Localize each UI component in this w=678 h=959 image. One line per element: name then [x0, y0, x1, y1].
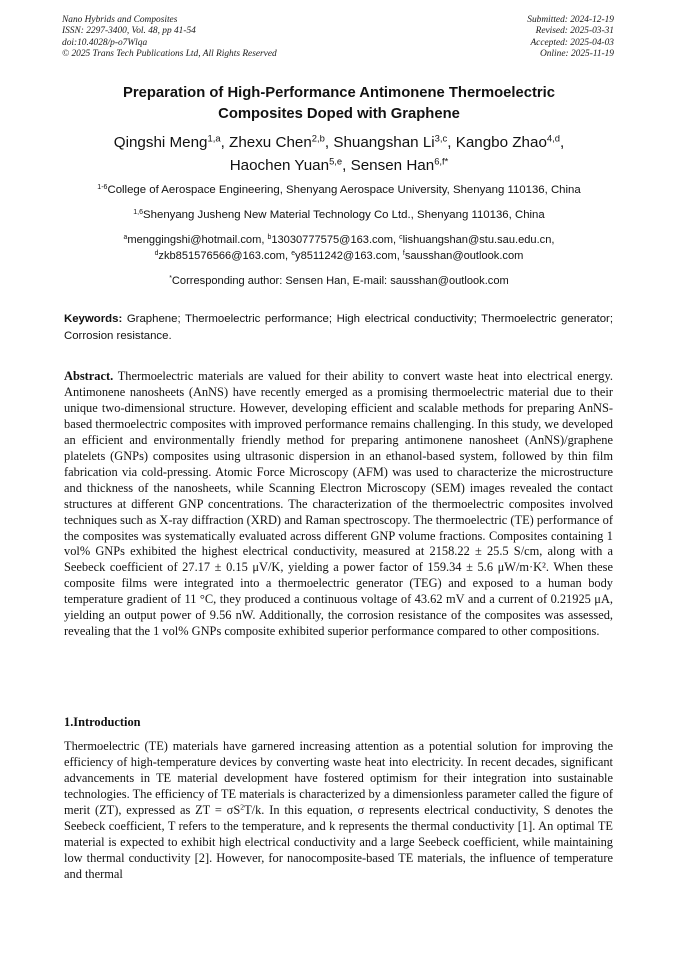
corresponding-text: Corresponding author: Sensen Han, E-mail: sausshan@outlook.com	[171, 275, 509, 287]
corresponding-author	[62, 274, 616, 289]
date-revised: Revised: 2025-03-31	[535, 26, 614, 37]
affiliation-sup: 1-6	[97, 183, 108, 191]
journal-header	[62, 15, 277, 61]
author-sup: 3,c	[434, 132, 448, 144]
author-name: Shuangshan Li	[333, 134, 435, 151]
author-sup: 2,b	[311, 132, 325, 144]
corresponding-sup: *	[169, 275, 172, 283]
journal-doi[interactable]: doi:10.4028/p-o7Wlqa	[62, 37, 148, 48]
affiliation-sup: 1,6	[133, 208, 144, 216]
email-address[interactable]: lishuangshan@stu.sau.edu.cn,	[402, 234, 555, 246]
title-line-1: Preparation of High-Performance Antimonene Thermoelectric	[123, 85, 555, 101]
affiliation-text: Shenyang Jusheng New Material Technology Co Ltd., Shenyang 110136, China	[143, 209, 545, 221]
affiliation-1	[62, 183, 616, 198]
author-name: Kangbo Zhao	[455, 134, 547, 151]
author-emails	[62, 232, 616, 264]
email-sup: b	[267, 234, 272, 242]
intro-text-after: T/k. In this equation, σ represents electrical conductivity, S denotes the Seebeck coefficient, T refers to the temperature, and k represents the thermal conductivity [1]. An optimal TE material is expected to exhibit high electrical conductivity and a large Seebeck coefficient, while maintaining low thermal conductivity [2]. However, for nanocomposite-based TE materials, the influence of temperature and thermal	[64, 803, 613, 882]
author-separator: ,	[342, 157, 351, 174]
affiliation-text: College of Aerospace Engineering, Shenyang Aerospace University, Shenyang 110136, China	[107, 184, 581, 196]
keywords-text: Graphene; Thermoelectric performance; High electrical conductivity; Thermoelectric generator; Corrosion resistance.	[64, 313, 613, 342]
section-heading-introduction: 1.Introduction	[64, 715, 141, 729]
email-sup: e	[291, 250, 296, 258]
keywords-label: Keywords:	[64, 313, 123, 325]
author-separator: ,	[324, 134, 334, 151]
introduction-paragraph	[64, 738, 613, 882]
author-sup: 1,a	[207, 132, 221, 144]
author-name: Zhexu Chen	[229, 134, 312, 151]
abstract-block	[64, 369, 613, 640]
author-name: Qingshi Meng	[113, 134, 208, 151]
dates-header	[527, 15, 614, 61]
email-sup: d	[154, 250, 159, 258]
abstract-text: Thermoelectric materials are valued for their ability to convert waste heat into electrical energy. Antimonene nanosheets (AnNS) have recently emerged as a promising thermoelectric material due to their unique two-dimensional structure. However, developing efficient and scalable methods for preparing AnNS-based thermoelectric composites with improved performance remains challenging. In this study, we developed an efficient and environmentally friendly method for preparing antimonene nanosheet (AnNS)/graphene platelets (GNPs) composites using ultrasonic dispersion in an ethanol-based system, followed by thin film fabrication via cold-pressing. Atomic Force Microscopy (AFM) was used to characterize the microstructure and thickness of the nanosheets, while Scanning Electron Microscopy (SEM) images revealed the contact structures at different GNP concentrations. The characterization of the thermoelectric composites involved techniques such as X-ray diffraction (XRD) and Raman spectroscopy. The thermoelectric (TE) performance of the composites was systematically evaluated across different GNP volume fractions. Composites containing 1 vol% GNPs exhibited the highest electrical conductivity, measured at 2158.22 ± 25.5 S/cm, along with a Seebeck coefficient of 27.17 ± 0.15 μV/K, yielding a power factor of 159.34 ± 5.6 μW/m·K². When these composite films were integrated into a thermoelectric generator (TEG) and exposed to a human body temperature gradient of 11 °C, they produced a continuous voltage of 43.62 mV and a current of 0.21925 μA, yielding an output power of 9.56 nW. Additionally, the corrosion resistance of the composites was assessed, revealing that the 1 vol% GNPs composite exhibited superior performance compared to other compositions.	[64, 369, 613, 639]
journal-issn: ISSN: 2297-3400, Vol. 48, pp 41-54	[62, 26, 196, 37]
author-line-1	[62, 131, 616, 154]
author-name: Haochen Yuan	[229, 157, 330, 174]
email-sup: f	[402, 250, 405, 258]
author-separator: ,	[559, 134, 565, 151]
date-submitted: Submitted: 2024-12-19	[527, 15, 614, 25]
email-address[interactable]: zkb851576566@163.com,	[158, 250, 292, 262]
author-list	[62, 131, 616, 177]
author-name: Sensen Han	[350, 157, 435, 174]
author-separator: ,	[220, 134, 230, 151]
paper-title	[62, 83, 616, 125]
date-online: Online: 2025-11-19	[539, 49, 614, 60]
affiliation-2	[62, 208, 616, 223]
author-sup: 4,d	[546, 132, 560, 144]
email-line-1	[62, 232, 616, 248]
journal-name: Nano Hybrids and Composites	[62, 15, 178, 25]
abstract-label: Abstract.	[64, 369, 114, 383]
email-address[interactable]: y8511242@163.com,	[295, 250, 403, 262]
author-sup: 6,f*	[434, 155, 449, 167]
keywords-block	[64, 311, 613, 345]
email-address[interactable]: sausshan@outlook.com	[404, 250, 524, 262]
email-sup: c	[399, 234, 403, 242]
journal-copyright: © 2025 Trans Tech Publications Ltd, All Rights Reserved	[62, 49, 277, 60]
email-line-2	[62, 248, 616, 264]
date-accepted: Accepted: 2025-04-03	[530, 37, 614, 48]
email-address[interactable]: 13030777575@163.com,	[271, 234, 400, 246]
email-address[interactable]: menggingshi@hotmail.com,	[127, 234, 268, 246]
formula-superscript: 2	[240, 802, 245, 812]
intro-text-before: Thermoelectric (TE) materials have garnered increasing attention as a potential solution for improving the efficiency of high-temperature devices by converting waste heat into electricity. In recent decades, significant advancements in TE material development have fostered optimism for their integration into sustainable technologies. The efficiency of TE materials is characterized by a dimensionless parameter called the figure of merit (ZT), expressed as ZT = σS	[64, 739, 613, 818]
author-line-2	[62, 154, 616, 177]
email-sup: a	[123, 234, 128, 242]
author-sup: 5,e	[329, 155, 343, 167]
author-separator: ,	[447, 134, 456, 151]
title-line-2: Composites Doped with Graphene	[218, 106, 460, 122]
